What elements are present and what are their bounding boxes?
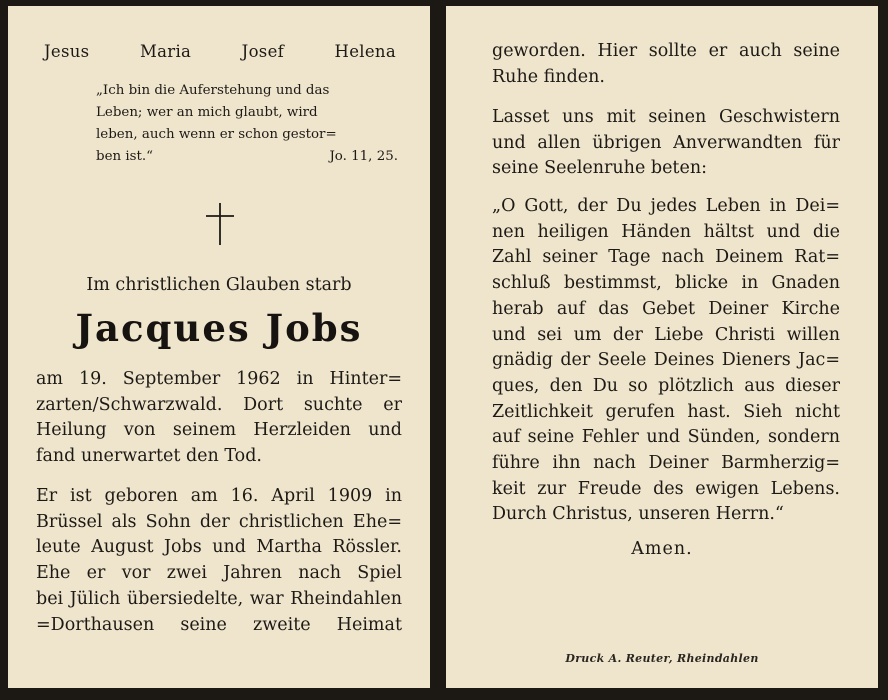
text-line: am 19. September 1962 in Hinter= xyxy=(36,369,402,389)
name-jesus: Jesus xyxy=(44,42,90,61)
prayer-line: keit zur Freude des ewigen Lebens. xyxy=(492,478,840,499)
names-header xyxy=(44,42,396,61)
text-line: Ehe er vor zwei Jahren nach Spiel xyxy=(36,563,402,584)
printer-credit: Druck A. Reuter, Rheindahlen xyxy=(565,652,759,665)
quote-line: „Ich bin die Auferstehung und das xyxy=(96,83,330,98)
prayer-line: nen heiligen Händen hältst und die xyxy=(492,221,840,242)
text-line: Er ist geboren am 16. April 1909 in xyxy=(36,486,402,506)
prayer-line: gnädig der Seele Deines Dieners Jac= xyxy=(492,350,840,371)
text-line: seine Seelenruhe beten: xyxy=(492,158,707,179)
quote-last-line xyxy=(96,146,398,168)
left-page xyxy=(8,6,430,688)
quote-line: ben ist.“ xyxy=(96,149,154,164)
invitation-paragraph xyxy=(492,105,840,182)
prayer-paragraph xyxy=(492,194,840,528)
text-line: =Dorthausen seine zweite Heimat xyxy=(36,614,402,635)
name-maria: Maria xyxy=(139,42,192,61)
text-line: zarten/Schwarzwald. Dort suchte er xyxy=(36,394,402,415)
bible-quote xyxy=(96,80,398,168)
text-line: Heilung von seinem Herzleiden und xyxy=(36,420,402,441)
quote-reference: Jo. 11, 25. xyxy=(329,149,398,164)
prayer-line: herab auf das Gebet Deiner Kirche xyxy=(492,298,840,319)
latin-cross-icon xyxy=(204,202,236,246)
quote-line: leben, auch wenn er schon gestor= xyxy=(96,127,337,142)
prayer-line: „O Gott, der Du jedes Leben in Dei= xyxy=(492,196,840,216)
quote-line: Leben; wer an mich glaubt, wird xyxy=(96,105,318,120)
prayer-line: führe ihn nach Deiner Barmherzig= xyxy=(492,453,840,474)
right-page xyxy=(446,6,878,688)
prayer-line: Zeitlichkeit gerufen hast. Sieh nicht xyxy=(492,401,840,422)
prayer-line: schluß bestimmst, blicke in Gnaden xyxy=(492,273,840,294)
text-line: leute August Jobs und Martha Rössler. xyxy=(36,537,402,558)
prayer-line: ques, den Du so plötzlich aus dieser xyxy=(492,375,840,396)
intro-line: Im christlichen Glauben starb xyxy=(86,275,352,295)
death-paragraph xyxy=(36,367,402,470)
deceased-name: Jacques Jobs xyxy=(75,306,363,350)
text-line: bei Jülich übersiedelte, war Rheindahlen xyxy=(36,588,402,609)
prayer-line: Durch Christus, unseren Herrn.“ xyxy=(492,504,784,525)
text-line: fand unerwartet den Tod. xyxy=(36,446,262,467)
biography-paragraph xyxy=(36,484,402,638)
prayer-line: Zahl seiner Tage nach Deinem Rat= xyxy=(492,247,840,268)
name-josef: Josef xyxy=(241,42,285,61)
continuation-paragraph xyxy=(492,39,840,90)
text-line: Brüssel als Sohn der christlichen Ehe= xyxy=(36,511,402,532)
name-helena: Helena xyxy=(334,42,396,61)
text-line: Ruhe finden. xyxy=(492,66,605,87)
text-line: Lasset uns mit seinen Geschwistern xyxy=(492,107,840,127)
text-line: geworden. Hier sollte er auch seine xyxy=(492,41,840,61)
text-line: und allen übrigen Anverwandten für xyxy=(492,132,840,153)
amen: Amen. xyxy=(631,539,693,559)
prayer-line: auf seine Fehler und Sünden, sondern xyxy=(492,427,840,448)
prayer-line: und sei um der Liebe Christi willen xyxy=(492,324,840,345)
